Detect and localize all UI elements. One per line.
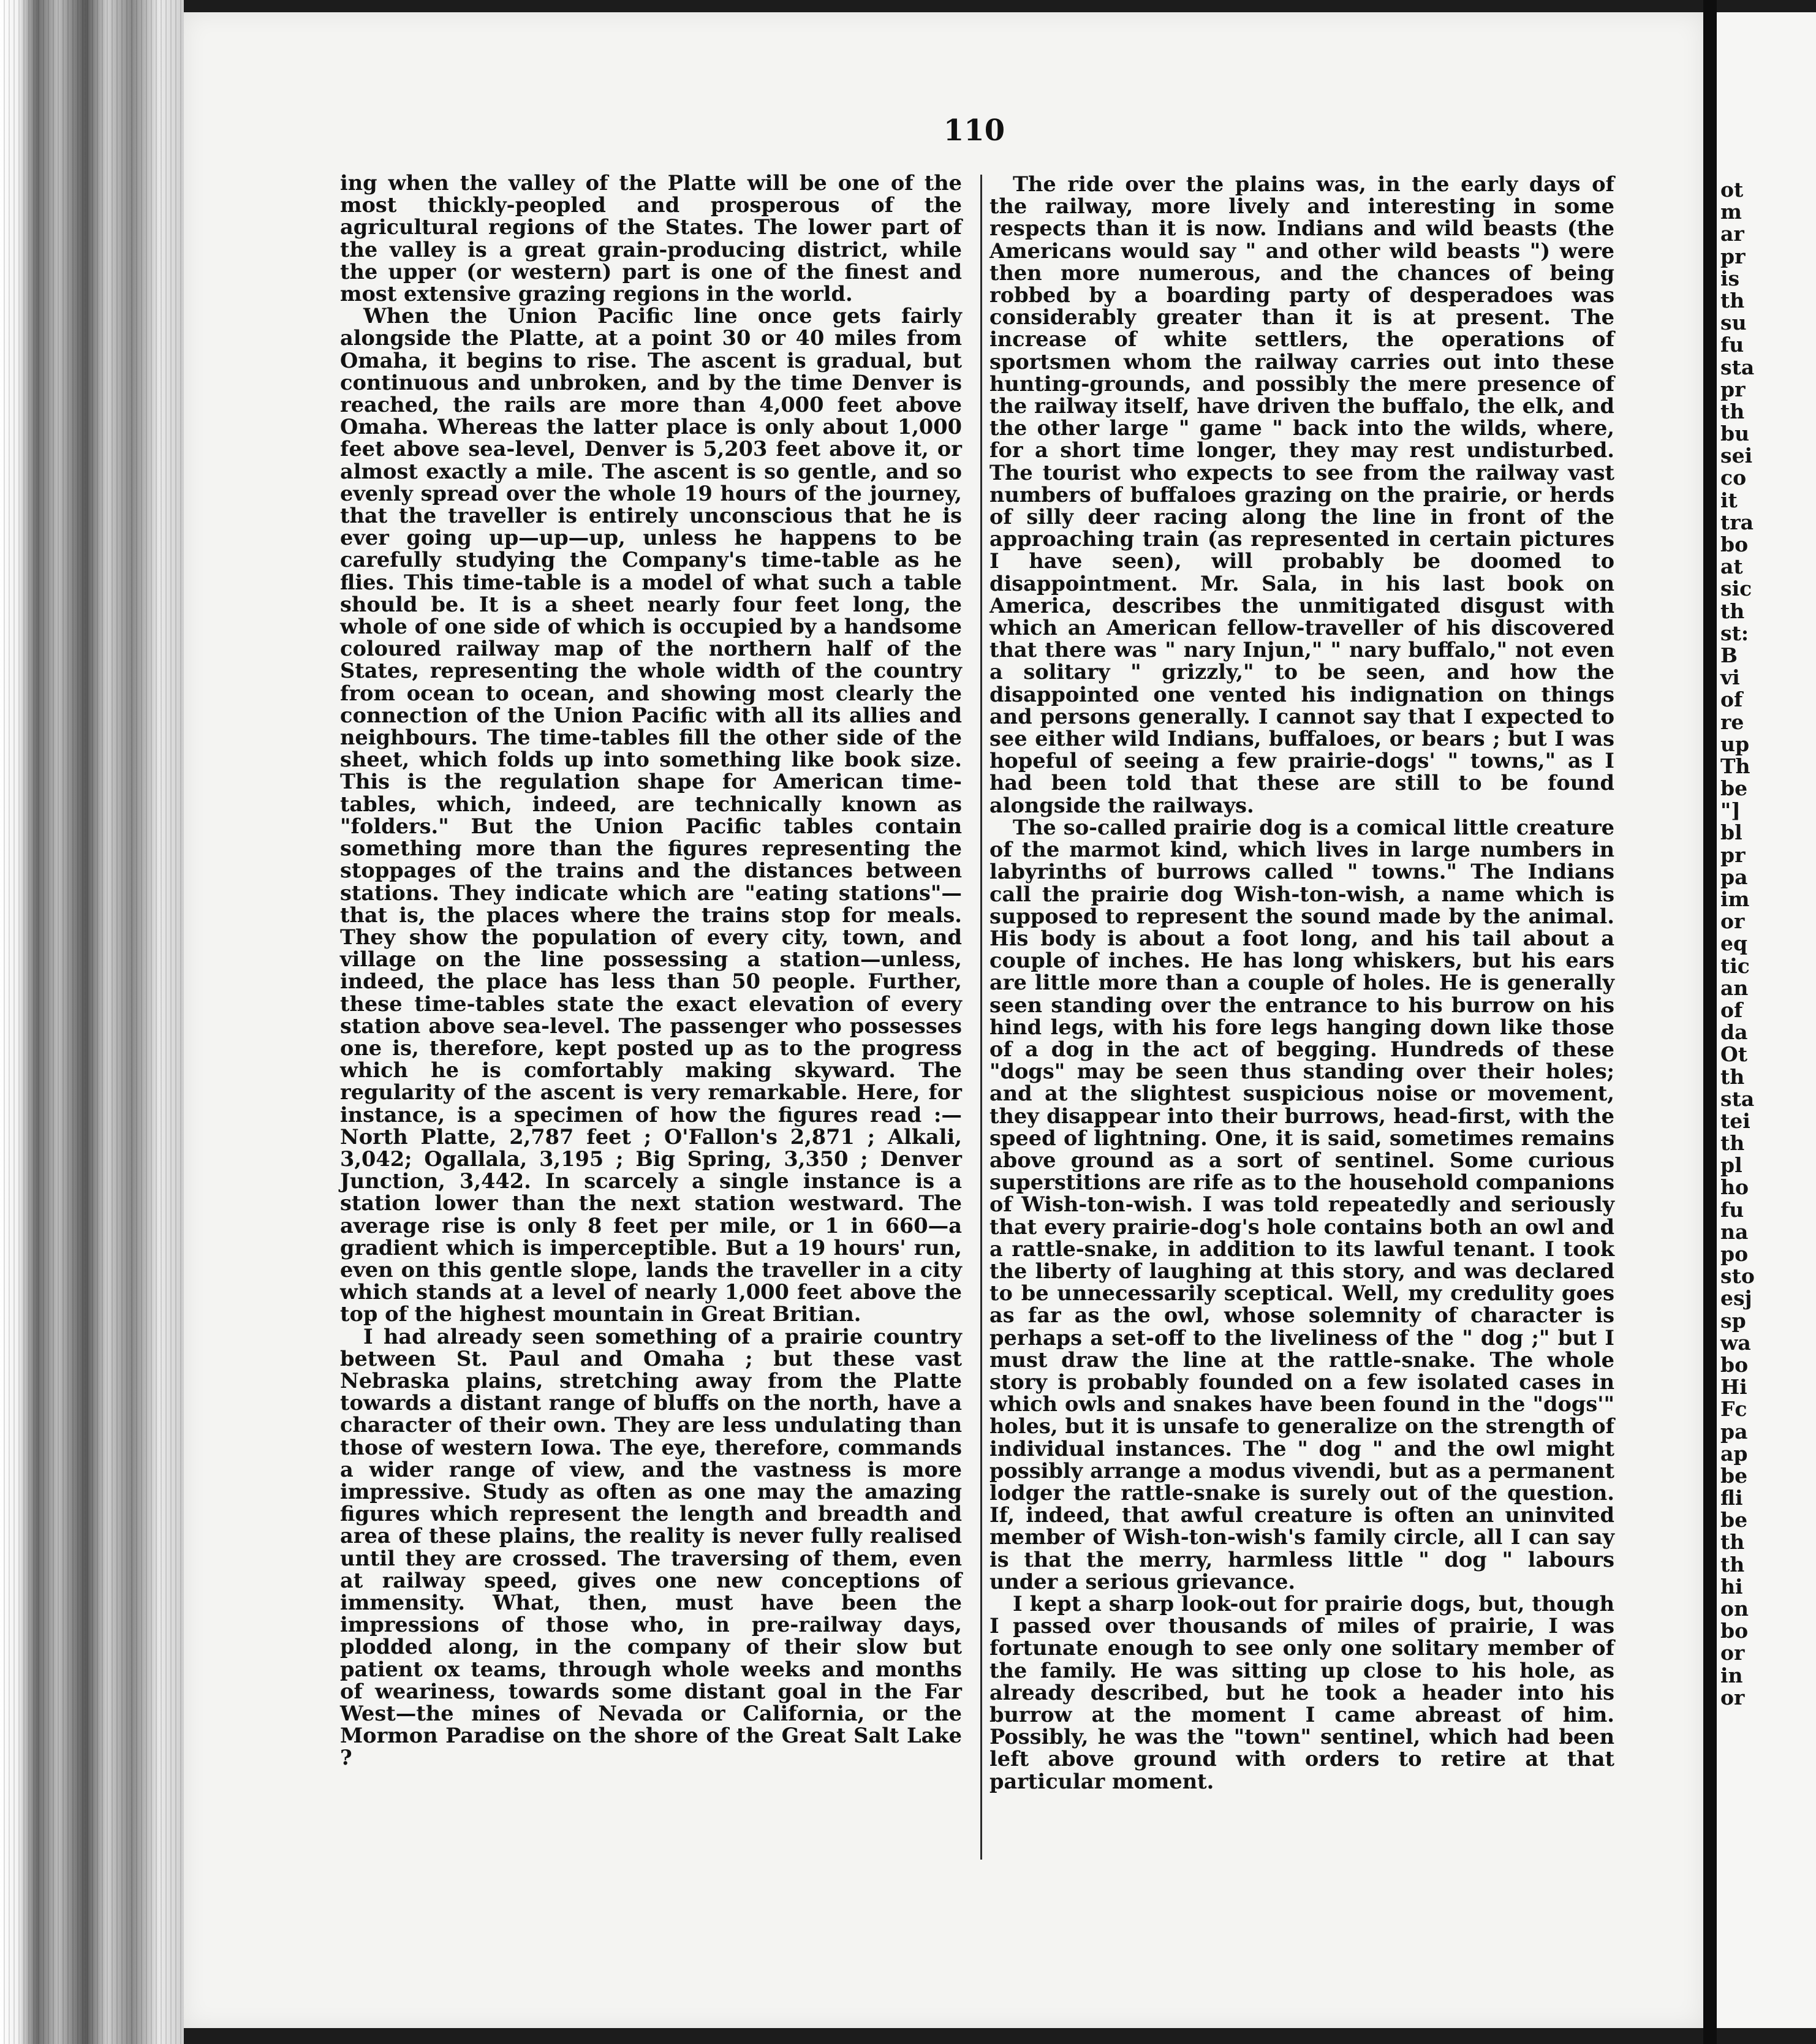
next-page-fragment-line: of xyxy=(1720,687,1743,712)
next-page-fragment-line: na xyxy=(1720,1219,1749,1244)
next-page-fragment-line: hi xyxy=(1720,1574,1743,1599)
next-page-fragment-line: Ot xyxy=(1720,1042,1747,1067)
next-page-fragment-line: is xyxy=(1720,266,1740,290)
next-page-fragment-line: sto xyxy=(1720,1264,1755,1289)
next-page-fragment-line: or xyxy=(1720,1641,1745,1665)
next-page-fragment-line: sta xyxy=(1720,355,1755,379)
next-page-fragment-line: bl xyxy=(1720,820,1742,845)
next-page-fragment-line: th xyxy=(1720,288,1745,312)
next-page-fragment-line: sei xyxy=(1720,444,1753,468)
next-page-fragment-line: bo xyxy=(1720,1619,1749,1643)
next-page-fragment-line: co xyxy=(1720,466,1747,490)
next-page-fragment-line: da xyxy=(1720,1020,1748,1045)
next-page-fragment-line: tra xyxy=(1720,510,1754,534)
next-page-fragment-line: th xyxy=(1720,599,1745,623)
next-page-fragment-line: pa xyxy=(1720,865,1748,889)
next-page-fragment-line: ot xyxy=(1720,178,1744,202)
next-page-text-fragments xyxy=(1720,179,1755,1709)
next-page-fragment-line: po xyxy=(1720,1242,1749,1266)
left-paragraph-2: When the Union Pacific line once gets fairly alongside the Platte, at a point 30 or 40 miles from Omaha, it begins to rise. The ascent is gradual, but continuous and unbroken, and by the time Denver is reached, the rails are more than 4,000 feet above Omaha. Whereas the latter place is only about 1,000 feet above sea-level, Denver is 5,203 feet above it, or almost exactly a mile. The ascent is so gentle, and so evenly spread over the whole 19 hours of the journey, that the traveller is entirely unconscious that he is ever going up—up—up, unless he happens to be carefully studying the Company's time-table as he flies. This time-table is a model of what such a table should be. It is a sheet nearly four feet long, the whole of one side of which is occupied by a handsome coloured railway map of the northern half of the States, representing the whole width of the country from ocean to ocean, and showing most clearly the connection of the Union Pacific with all its allies and neighbours. The time-tables fill the other side of the sheet, which folds up into something like book size. This is the regulation shape for American time-tables, which, indeed, are technically known as "folders." But the Union Pacific tables contain something more than the figures representing the stoppages of the trains and the distances between stations. They indicate which are "eating stations"—that is, the places where the trains stop for meals. They show the population of every city, town, and village on the line possessing a station—unless, indeed, the place has less than 50 people. Further, these time-tables state the exact elevation of every station above sea-level. The passenger who possesses one is, therefore, kept posted up as to the progress which he is comfortably making skyward. The regularity of the ascent is very remarkable. Here, for instance, is a specimen of how the figures read :—North Platte, 2,787 feet ; O'Fallon's 2,871 ; Alkali, 3,042; Ogallala, 3,195 ; Big Spring, 3,350 ; Denver Junction, 3,442. In scarcely a single instance is a station lower than the next station westward. The average rise is only 8 feet per mile, or 1 in 660—a gradient which is imperceptible. But a 19 hours' run, even on this gentle slope, lands the traveller in a city which stands at a level of nearly 1,000 feet above the top of the highest mountain in Great Britian. xyxy=(340,303,962,1327)
next-page-fragment-line: Hi xyxy=(1720,1375,1747,1399)
next-page-fragment-line: be xyxy=(1720,776,1748,801)
next-page-fragment-line: pa xyxy=(1720,1419,1748,1444)
next-page-fragment-line: vi xyxy=(1720,665,1740,690)
right-paragraph-2: The so-called prairie dog is a comical little creature of the marmot kind, which lives in large numbers in labyrinths of burrows called " towns." The Indians call the prairie dog Wish-ton-wish, a name which is supposed to represent the sound made by the animal. His body is about a foot long, and his tail about a couple of inches. He has long whiskers, but his ears are little more than a couple of holes. He is generally seen standing over the entrance to his burrow on his hind legs, with his fore legs hanging down like those of a dog in the act of begging. Hundreds of these "dogs" may be seen thus standing over their holes; and at the slightest suspicious noise or movement, they disappear into their burrows, head-first, with the speed of lightning. One, it is said, sometimes remains above ground as a sort of sentinel. Some curious superstitions are rife as to the household companions of Wish-ton-wish. I was told repeatedly and seriously that every prairie-dog's hole contains both an owl and a rattle-snake, in addition to its lawful tenant. I took the liberty of laughing at this story, and was declared to be unnecessarily sceptical. Well, my credulity goes as far as the owl, whose solemnity of character is perhaps a set-off to the liveliness of the " dog ;" but I must draw the line at the rattle-snake. The whole story is probably founded on a few isolated cases in which owls and snakes have been found in the "dogs'" holes, but it is unsafe to generalize on the strength of individual instances. The " dog " and the owl might possibly arrange a modus vivendi, but as a permanent lodger the rattle-snake is surely out of the question. If, indeed, that awful creature is often an uninvited member of Wish-ton-wish's family circle, all I can say is that the merry, harmless little " dog " labours under a serious grievance. xyxy=(989,814,1614,1594)
next-page-fragment-line: th xyxy=(1720,1131,1745,1156)
next-page-fragment-line: wa xyxy=(1720,1330,1751,1355)
next-page-fragment-line: re xyxy=(1720,710,1744,734)
next-page-fragment-line: tei xyxy=(1720,1108,1750,1133)
next-page-fragment-line: Th xyxy=(1720,754,1750,778)
next-page-fragment-line: eq xyxy=(1720,931,1748,956)
next-page-fragment-line: pl xyxy=(1720,1153,1742,1178)
next-page-fragment-line: pr xyxy=(1720,244,1746,268)
next-page-fragment-line: of xyxy=(1720,997,1743,1022)
next-page-fragment-line: m xyxy=(1720,200,1742,224)
next-page-fragment-line: at xyxy=(1720,555,1743,579)
column-divider xyxy=(980,175,982,1860)
next-page-fragment-line: ar xyxy=(1720,222,1744,246)
next-page-fragment-line: bu xyxy=(1720,422,1750,446)
next-page-fragment-line: esj xyxy=(1720,1286,1752,1311)
next-page-fragment-line: sp xyxy=(1720,1308,1746,1333)
left-paragraph-3: I had already seen something of a prairie country between St. Paul and Omaha ; but these vast Nebraska plains, stretching away from the Platte towards a distant range of bluffs on the north, have a character of their own. They are less undulating than those of western Iowa. The eye, therefore, commands a wider range of view, and the vastness is more impressive. Study as often as one may the amazing figures which represent the length and breadth and area of these plains, the reality is never fully realised until they are crossed. The traversing of them, even at railway speed, gives one new conceptions of immensity. What, then, must have been the impressions of those who, in pre-railway days, plodded along, in the company of their slow but patient ox teams, through whole weeks and months of weariness, towards some distant goal in the Far West—the mines of Nevada or California, or the Mormon Paradise on the shore of the Great Salt Lake ? xyxy=(340,1323,962,1770)
next-page-fragment-line: tic xyxy=(1720,953,1750,978)
book-page-edges xyxy=(0,0,184,2044)
next-page-fragment-line: sic xyxy=(1720,577,1752,601)
next-page-fragment-line: be xyxy=(1720,1508,1748,1532)
next-page-fragment-line: bo xyxy=(1720,532,1749,556)
next-page-fragment-line: su xyxy=(1720,311,1747,335)
next-page-fragment-line: im xyxy=(1720,887,1750,911)
left-paragraph-1: ing when the valley of the Platte will be one of the most thickly-peopled and prosperous of the agricultural regions of the States. The lower part of the valley is a great grain-producing district, while the upper (or western) part is one of the finest and most extensive grazing regions in the world. xyxy=(340,170,962,306)
next-page-fragment-line: or xyxy=(1720,1685,1745,1709)
next-page-fragment-line: Fc xyxy=(1720,1397,1747,1421)
next-page-fragment-line: pr xyxy=(1720,842,1746,867)
next-page-fragment-line: th xyxy=(1720,1530,1745,1554)
next-page-fragment-line: th xyxy=(1720,399,1745,423)
next-page-fragment-line: pr xyxy=(1720,377,1746,401)
next-page-fragment-line: B xyxy=(1720,643,1738,667)
next-page-fragment-line: fli xyxy=(1720,1486,1743,1510)
next-page-fragment-line: on xyxy=(1720,1597,1749,1621)
next-page-fragment-line: ho xyxy=(1720,1175,1749,1200)
next-page-fragment-line: be xyxy=(1720,1463,1748,1488)
left-column xyxy=(340,172,962,1769)
next-page-fragment-line: in xyxy=(1720,1663,1743,1687)
page-number: 110 xyxy=(943,113,1005,148)
next-page-fragment-line: sta xyxy=(1720,1086,1755,1111)
next-page-fragment-line: or xyxy=(1720,909,1745,934)
next-page-fragment-line: an xyxy=(1720,975,1749,1000)
next-page-fragment-line: th xyxy=(1720,1064,1745,1089)
next-page-fragment-line: "] xyxy=(1720,798,1741,823)
next-page-fragment-line: fu xyxy=(1720,1197,1744,1222)
next-page-fragment-line: st: xyxy=(1720,621,1749,645)
next-page-fragment-line: it xyxy=(1720,488,1738,512)
next-page-fragment-line: bo xyxy=(1720,1352,1749,1377)
next-page-fragment-line: fu xyxy=(1720,333,1744,357)
next-page-fragment-line: up xyxy=(1720,732,1750,756)
next-page-fragment-line: ap xyxy=(1720,1441,1748,1466)
right-paragraph-3: I kept a sharp look-out for prairie dogs, but, though I passed over thousands of miles of prairie, I was fortunate enough to see only one solitary member of the family. He was sitting up close to his hole, as already described, but he took a header into his burrow at the moment I came abreast of him. Possibly, he was the "town" sentinel, which had been left above ground with orders to retire at that particular moment. xyxy=(989,1591,1614,1793)
right-column xyxy=(989,173,1614,1792)
book-gutter xyxy=(1703,0,1717,2044)
next-page-fragment-line: th xyxy=(1720,1552,1745,1577)
right-paragraph-1: The ride over the plains was, in the early days of the railway, more lively and interesting in some respects than it is now. Indians and wild beasts (the Americans would say " and other wild beasts ") were then more numerous, and the chances of being robbed by a boarding party of desperadoes was considerably greater than it is at present. The increase of white settlers, the operations of sportsmen whom the railway carries out into these hunting-grounds, and possibly the mere presence of the railway itself, have driven the buffalo, the elk, and the other large " game " back into the wilds, where, for a short time longer, they may rest undisturbed. The tourist who expects to see from the railway vast numbers of buffaloes grazing on the prairie, or herds of silly deer racing along the line in front of the approaching train (as represented in certain pictures I have seen), will probably be doomed to disappointment. Mr. Sala, in his last book on America, describes the unmitigated disgust with which an American fellow-traveller of his discovered that there was " nary Injun," " nary buffalo," not even a solitary " grizzly," to be seen, and how the disappointed one vented his indignation on things and persons generally. I cannot say that I expected to see either wild Indians, buffaloes, or bears ; but I was hopeful of seeing a few prairie-dogs' " towns," as I had been told that these are still to be found alongside the railways. xyxy=(989,172,1614,817)
